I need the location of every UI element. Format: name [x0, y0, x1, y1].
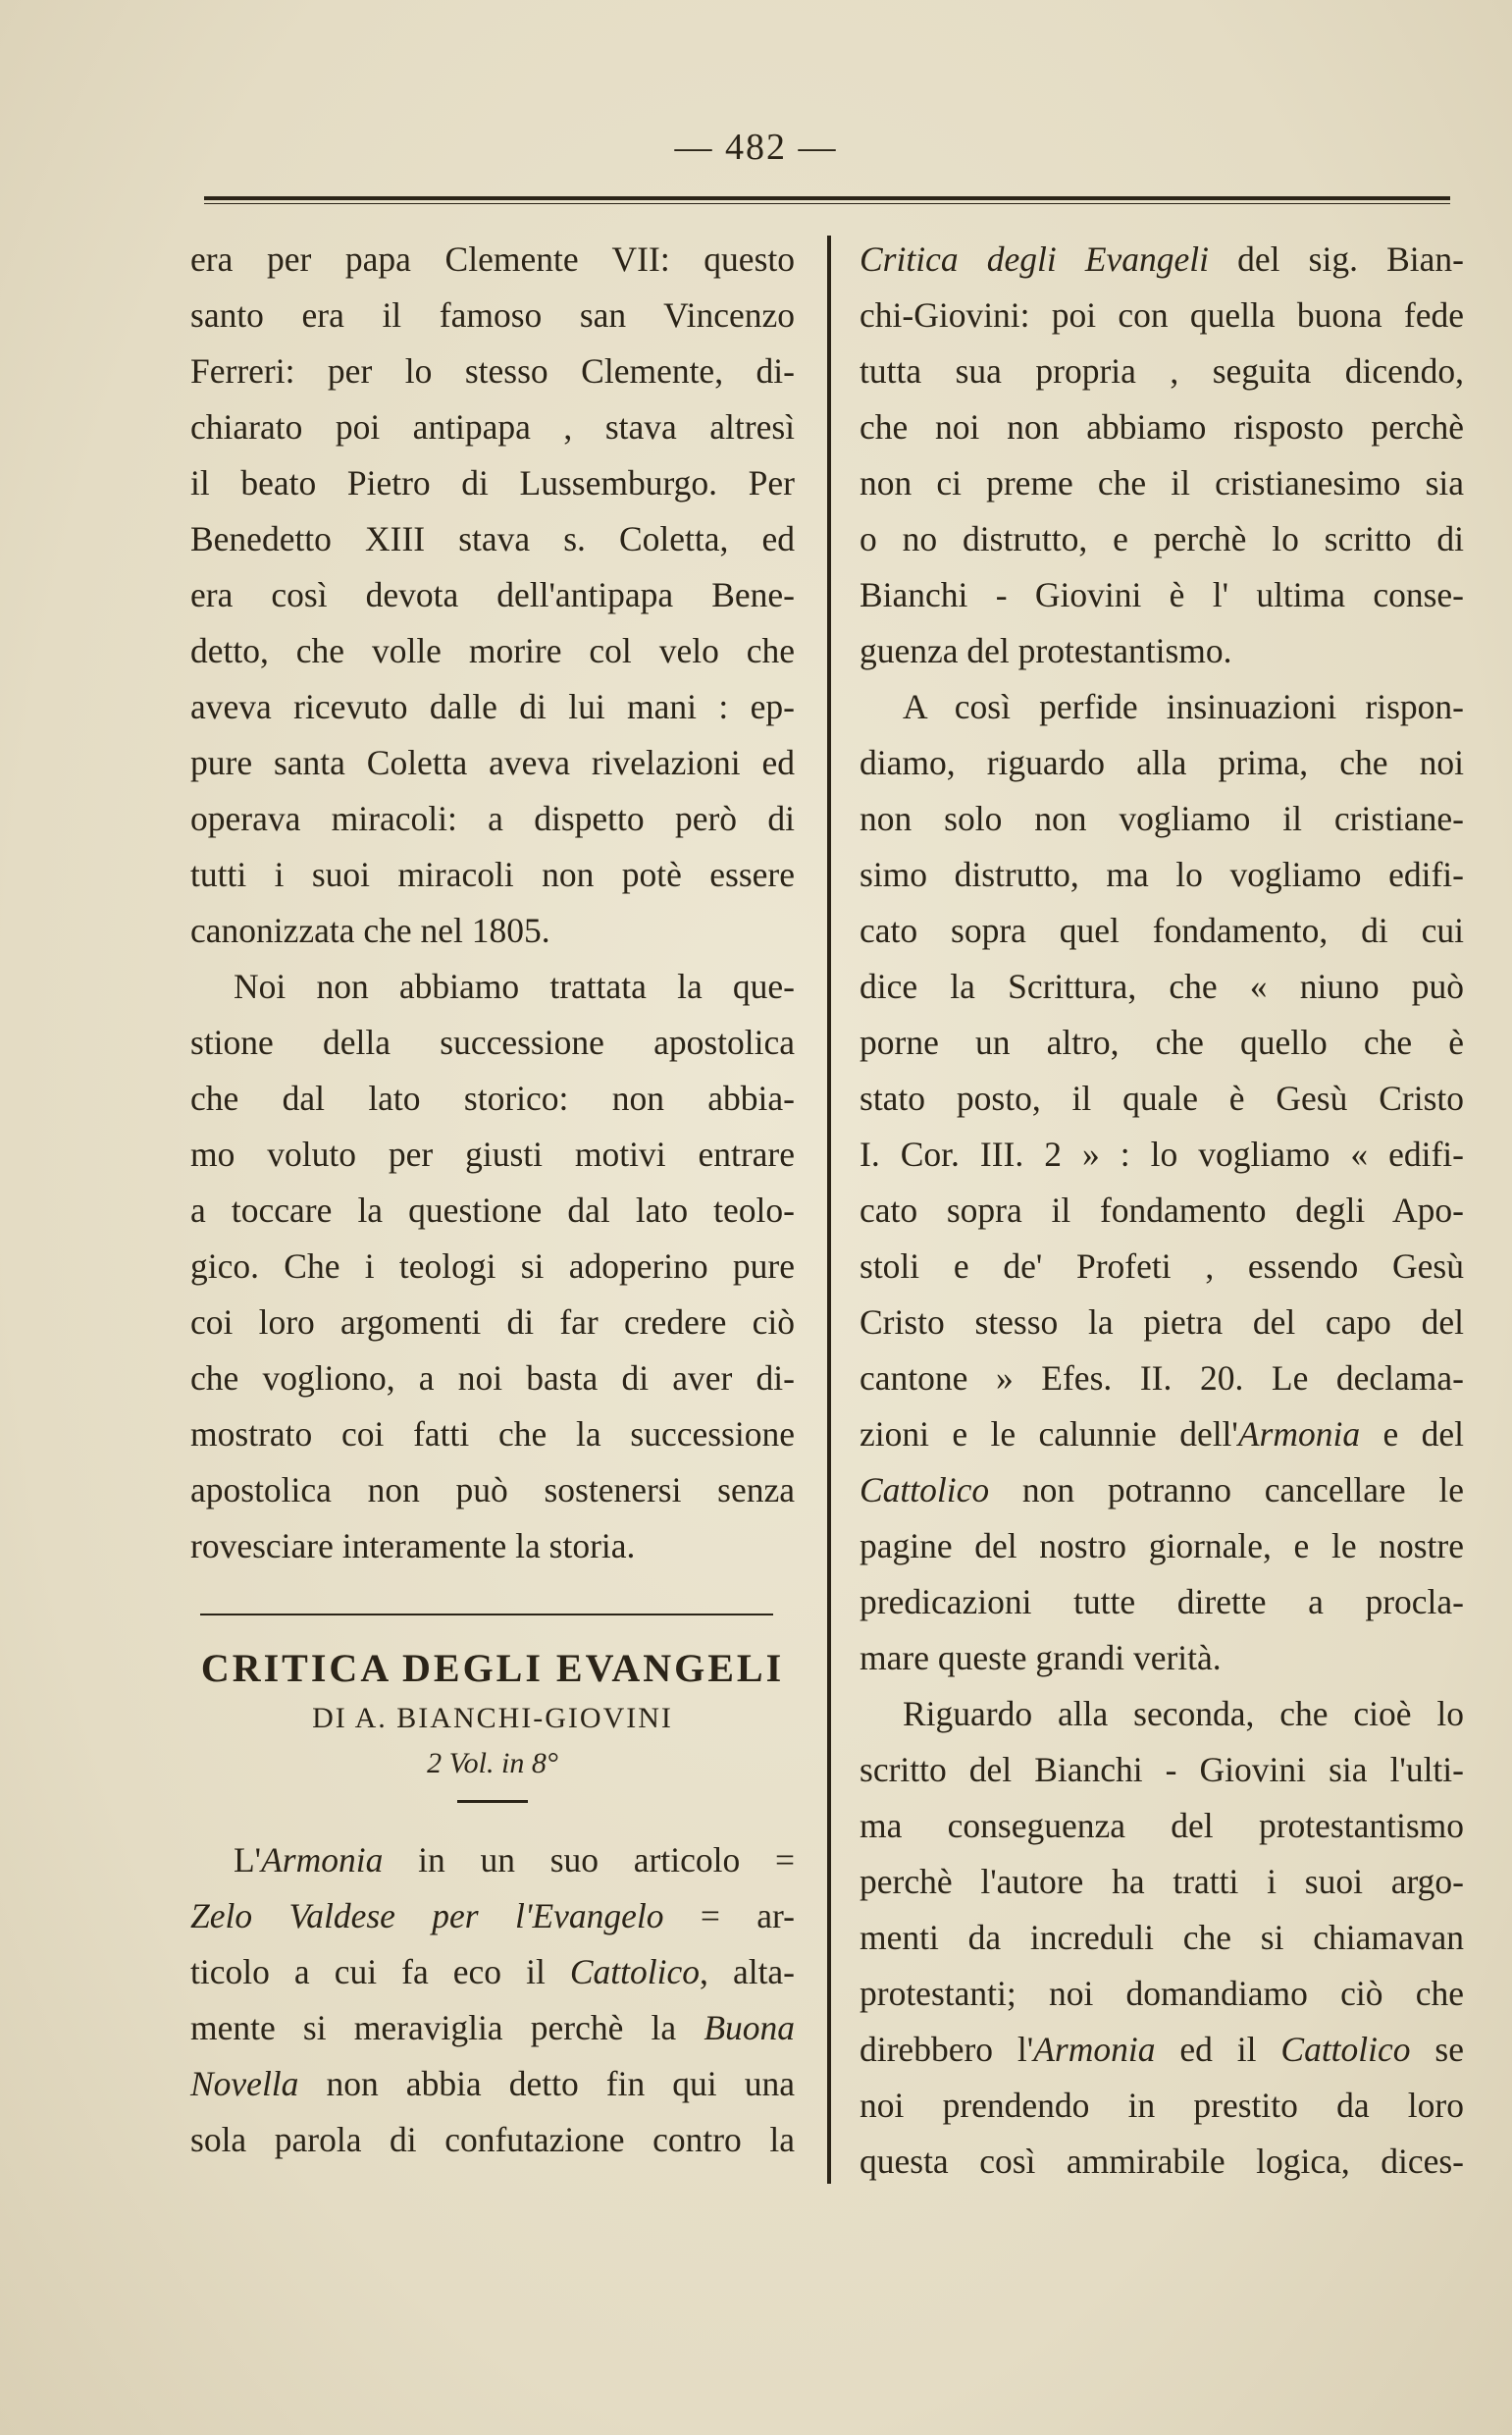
- italic-title: Cattolico: [1280, 2030, 1411, 2069]
- column-divider: [827, 236, 831, 2184]
- right-paragraph-2: [860, 679, 1464, 1686]
- text-line: diamo, riguardo alla prima, che noi: [860, 743, 1464, 782]
- section-divider: [200, 1614, 773, 1615]
- text-fragment: ticolo a cui fa eco il: [190, 1952, 570, 1991]
- text-line: stoli e de' Profeti , essendo Gesù: [860, 1246, 1464, 1286]
- text-line: Benedetto XIII stava s. Coletta, ed: [190, 519, 795, 558]
- text-fragment: non abbia detto fin qui una: [298, 2064, 795, 2103]
- text-line: simo distrutto, ma lo vogliamo edifi-: [860, 855, 1464, 894]
- text-line: [860, 232, 1464, 288]
- text-line: tutta sua propria , seguita dicendo,: [860, 351, 1464, 391]
- text-line: dice la Scrittura, che « niuno può: [860, 967, 1464, 1006]
- text-line: a toccare la questione dal lato teolo-: [190, 1191, 795, 1230]
- text-line: cato sopra quel fondamento, di cui: [860, 911, 1464, 950]
- italic-title: Cattolico: [569, 1952, 701, 1991]
- left-column: [190, 232, 795, 2168]
- text-fragment: mente si meraviglia perchè la: [190, 2008, 704, 2047]
- text-line: operava miracoli: a dispetto però di: [190, 799, 795, 838]
- left-paragraph-1: [190, 232, 795, 959]
- section-volumes: [190, 1741, 795, 1786]
- right-paragraph-1: [860, 232, 1464, 679]
- volumes-text: 2 Vol. in 8°: [427, 1747, 558, 1779]
- text-line: chiarato poi antipapa , stava altresì: [190, 407, 795, 447]
- italic-title: Armonia: [1237, 1414, 1361, 1454]
- text-line: era così devota dell'antipapa Bene-: [190, 575, 795, 614]
- text-line: che dal lato storico: non abbia-: [190, 1079, 795, 1118]
- text-fragment: in un suo articolo =: [383, 1840, 795, 1879]
- text-line: Ferreri: per lo stesso Clemente, di-: [190, 351, 795, 391]
- text-line: [190, 1832, 795, 1888]
- text-line: scritto del Bianchi - Giovini sia l'ulti-: [860, 1750, 1464, 1789]
- text-line: cantone » Efes. II. 20. Le declama-: [860, 1358, 1464, 1398]
- text-line: Noi non abbiamo trattata la que-: [234, 967, 795, 1006]
- text-line: A così perfide insinuazioni rispon-: [903, 687, 1464, 726]
- text-line: perchè l'autore ha tratti i suoi argo-: [860, 1862, 1464, 1901]
- text-line: santo era il famoso san Vincenzo: [190, 295, 795, 335]
- text-line: sola parola di confutazione contro la: [190, 2120, 795, 2159]
- text-fragment: se: [1410, 2030, 1465, 2069]
- text-line: [860, 1406, 1464, 1462]
- text-line: rovesciare interamente la storia.: [190, 1526, 636, 1565]
- italic-title: Armonia: [261, 1840, 384, 1879]
- text-line: stione della successione apostolica: [190, 1023, 795, 1062]
- text-line: Bianchi - Giovini è l' ultima conse-: [860, 575, 1464, 614]
- section-title: CRITICA DEGLI EVANGELI: [200, 1646, 785, 1690]
- text-line: tutti i suoi miracoli non potè essere: [190, 855, 795, 894]
- text-line: che vogliono, a noi basta di aver di-: [190, 1358, 795, 1398]
- text-line: aveva ricevuto dalle di lui mani : ep-: [190, 687, 795, 726]
- text-line: ma conseguenza del protestantismo: [860, 1806, 1464, 1845]
- italic-title: Zelo Valdese per l'Evangelo: [190, 1896, 664, 1935]
- section-author: DI A. BIANCHI-GIOVINI: [312, 1702, 673, 1734]
- text-line: mo voluto per giusti motivi entrare: [190, 1135, 795, 1174]
- text-line: questa così ammirabile logica, dices-: [860, 2142, 1464, 2181]
- text-fragment: del sig. Bian-: [1209, 239, 1464, 279]
- short-divider: [457, 1800, 528, 1803]
- text-line: [190, 2000, 795, 2056]
- text-line: Cristo stesso la pietra del capo del: [860, 1302, 1464, 1342]
- text-fragment: e del: [1360, 1414, 1464, 1454]
- text-line: [190, 1944, 795, 2000]
- italic-title: Armonia: [1033, 2030, 1156, 2069]
- text-line: chi-Giovini: poi con quella buona fede: [860, 295, 1464, 335]
- text-fragment: , alta-: [700, 1952, 796, 1991]
- text-line: pagine del nostro giornale, e le nostre: [860, 1526, 1464, 1565]
- text-line: [860, 1462, 1464, 1518]
- text-line: guenza del protestantismo.: [860, 631, 1232, 670]
- text-line: pure santa Coletta aveva rivelazioni ed: [190, 743, 795, 782]
- text-line: non ci preme che il cristianesimo sia: [860, 463, 1464, 503]
- text-line: mostrato coi fatti che la successione: [190, 1414, 795, 1454]
- text-line: il beato Pietro di Lussemburgo. Per: [190, 463, 795, 503]
- text-fragment: zioni e le calunnie dell': [860, 1414, 1238, 1454]
- text-line: coi loro argomenti di far credere ciò: [190, 1302, 795, 1342]
- left-paragraph-2: [190, 959, 795, 1574]
- text-line: detto, che volle morire col velo che: [190, 631, 795, 670]
- text-line: [190, 2056, 795, 2112]
- italic-title: Buona: [704, 2008, 795, 2047]
- text-line: predicazioni tutte dirette a procla-: [860, 1582, 1464, 1621]
- header-rule: [204, 196, 1450, 204]
- text-fragment: ed il: [1155, 2030, 1281, 2069]
- text-line: menti da increduli che si chiamavan: [860, 1918, 1464, 1957]
- text-line: era per papa Clemente VII: questo: [190, 239, 795, 279]
- right-column: [860, 232, 1464, 2190]
- text-line: apostolica non può sostenersi senza: [190, 1470, 795, 1509]
- text-fragment: L': [234, 1840, 262, 1879]
- text-line: porne un altro, che quello che è: [860, 1023, 1464, 1062]
- right-paragraph-3: [860, 1686, 1464, 2190]
- page-number: — 482 —: [674, 127, 838, 168]
- text-line: protestanti; noi domandiamo ciò che: [860, 1974, 1464, 2013]
- left-paragraph-3: [190, 1832, 795, 2168]
- text-line: I. Cor. III. 2 » : lo vogliamo « edifi-: [860, 1135, 1464, 1174]
- text-fragment: non potranno cancellare le: [989, 1470, 1464, 1509]
- text-line: canonizzata che nel 1805.: [190, 911, 550, 950]
- text-line: non solo non vogliamo il cristiane-: [860, 799, 1464, 838]
- text-fragment: direbbero l': [860, 2030, 1034, 2069]
- italic-title: Critica degli Evangeli: [860, 239, 1210, 279]
- italic-title: Novella: [190, 2064, 299, 2103]
- italic-title: Cattolico: [860, 1470, 990, 1509]
- text-line: noi prendendo in prestito da loro: [860, 2086, 1464, 2125]
- text-line: stato posto, il quale è Gesù Cristo: [860, 1079, 1464, 1118]
- text-line: mare queste grandi verità.: [860, 1638, 1222, 1677]
- text-line: gico. Che i teologi si adoperino pure: [190, 1246, 795, 1286]
- text-line: [190, 1888, 795, 1944]
- text-line: cato sopra il fondamento degli Apo-: [860, 1191, 1464, 1230]
- text-fragment: = ar-: [663, 1896, 795, 1935]
- text-line: che noi non abbiamo risposto perchè: [860, 407, 1464, 447]
- text-line: [860, 2022, 1464, 2078]
- text-line: Riguardo alla seconda, che cioè lo: [903, 1694, 1464, 1733]
- text-line: o no distrutto, e perchè lo scritto di: [860, 519, 1464, 558]
